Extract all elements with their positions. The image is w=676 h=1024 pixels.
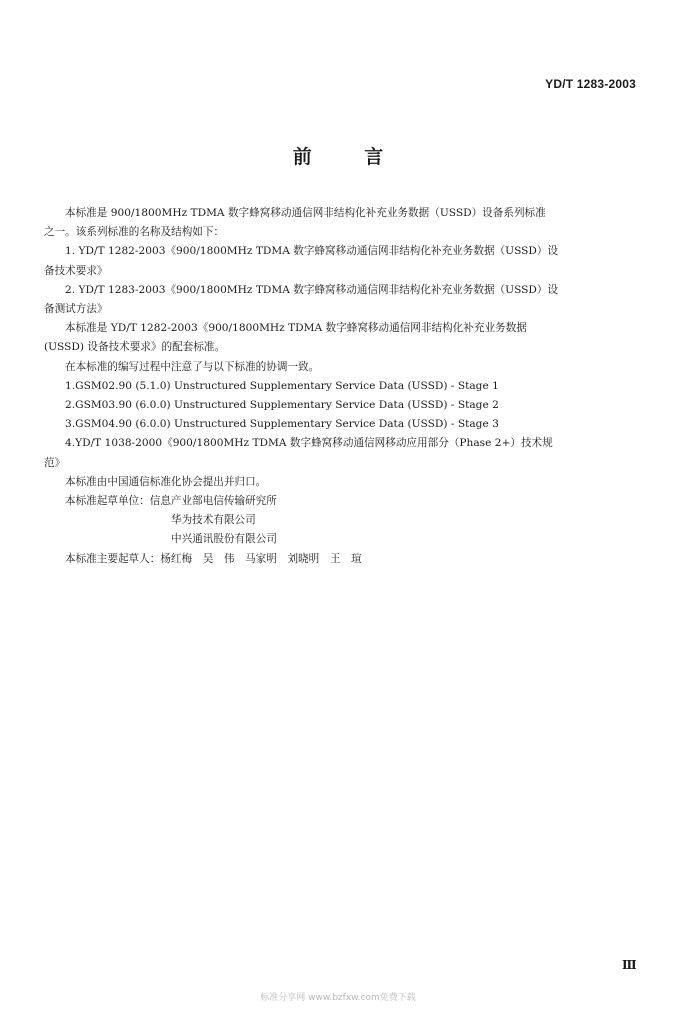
paragraph-line: 中兴通讯股份有限公司 [171, 533, 277, 546]
paragraph-line: 2.GSM03.90 (6.0.0) Unstructured Supplementary Service Data (USSD) - Stage 2 [65, 399, 499, 412]
paragraph-line: 范》 [44, 456, 66, 469]
paragraph-line: 1.GSM02.90 (5.1.0) Unstructured Supplementary Service Data (USSD) - Stage 1 [65, 379, 499, 392]
paragraph-line: 3.GSM04.90 (6.0.0) Unstructured Supplementary Service Data (USSD) - Stage 3 [65, 418, 499, 431]
foreword-body [44, 204, 638, 569]
paragraph-line: 在本标准的编写过程中注意了与以下标准的协调一致。 [65, 360, 320, 373]
paragraph-line: (USSD) 设备技术要求》的配套标准。 [44, 341, 226, 354]
paragraph-line: 之一。该系列标准的名称及结构如下： [44, 226, 225, 239]
paragraph-line: 本标准由中国通信标准化协会提出并归口。 [65, 475, 267, 488]
paragraph-line: 1. YD/T 1282-2003《900/1800MHz TDMA 数字蜂窝移动通信网非结构化补充业务数据（USSD）设 [65, 245, 559, 258]
paragraph-line: 4.YD/T 1038-2000《900/1800MHz TDMA 数字蜂窝移动通信网移动应用部分（Phase 2+）技术规 [65, 437, 553, 450]
paragraph-line: 2. YD/T 1283-2003《900/1800MHz TDMA 数字蜂窝移动通信网非结构化补充业务数据（USSD）设 [65, 283, 559, 296]
paragraph-line: 本标准主要起草人：杨红梅 吴 伟 马家明 刘晓明 王 瑄 [65, 552, 362, 565]
watermark: 标准分享网 www.bzfxw.com免费下载 [260, 993, 416, 1003]
paragraph-line: 本标准是 900/1800MHz TDMA 数字蜂窝移动通信网非结构化补充业务数据（USSD）设备系列标准 [65, 207, 546, 219]
paragraph-line: 备技术要求》 [44, 264, 108, 277]
paragraph-line: 本标准起草单位：信息产业部电信传输研究所 [65, 495, 277, 508]
standard-code: YD/T 1283-2003 [545, 77, 636, 91]
page-title: 前 言 [292, 146, 384, 168]
paragraph-line: 华为技术有限公司 [171, 514, 256, 527]
page-number: Ⅲ [622, 958, 637, 972]
paragraph-line: 备测试方法》 [44, 303, 108, 316]
paragraph-line: 本标准是 YD/T 1282-2003《900/1800MHz TDMA 数字蜂窝移动通信网非结构化补充业务数据 [65, 322, 527, 335]
